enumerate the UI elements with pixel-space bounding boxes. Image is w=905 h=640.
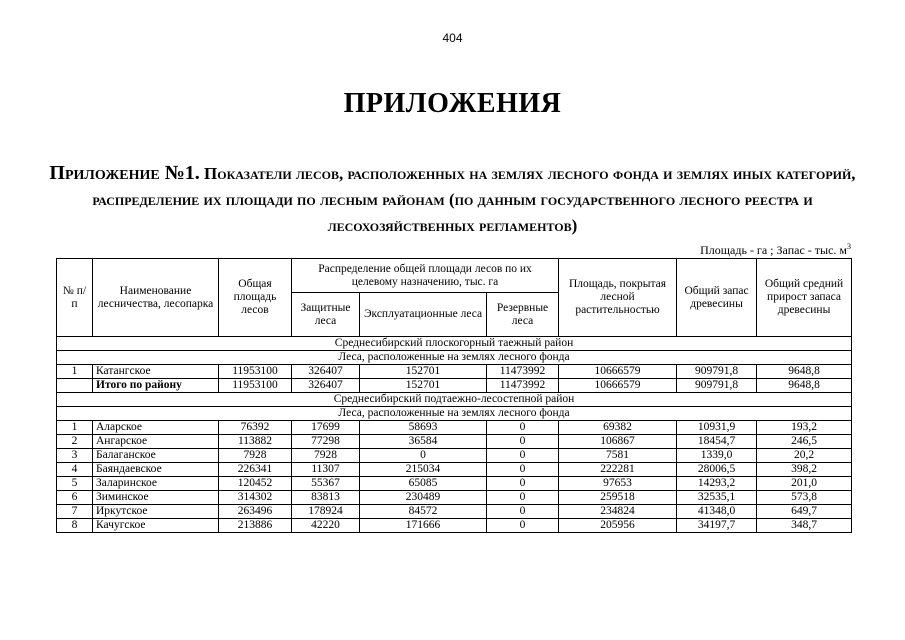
- cell-operational: 36584: [360, 435, 487, 449]
- cell-total-area: 213886: [219, 519, 292, 533]
- header-name: Наименование лесничества, лесопарка: [93, 259, 219, 337]
- region-row: Среднесибирский плоскогорный таежный район: [57, 337, 852, 351]
- units-note-text: Площадь - га ; Запас - тыс. м: [700, 243, 847, 257]
- cell-operational: 152701: [360, 365, 487, 379]
- cell-reserve: 0: [487, 421, 559, 435]
- cell-name: Ангарское: [93, 435, 219, 449]
- cell-name: Зиминское: [93, 491, 219, 505]
- cell-num: 8: [57, 519, 93, 533]
- cell-operational: 84572: [360, 505, 487, 519]
- cell-protective: 326407: [292, 365, 360, 379]
- cell-total-stock: 18454,7: [677, 435, 757, 449]
- cell-protective: 55367: [292, 477, 360, 491]
- header-num: № п/п: [57, 259, 93, 337]
- cell-avg-growth: 20,2: [757, 449, 852, 463]
- cell-protective: 42220: [292, 519, 360, 533]
- appendix-title: [30, 160, 875, 239]
- cell-covered-area: 259518: [559, 491, 677, 505]
- cell-reserve: 11473992: [487, 379, 559, 393]
- cell-num: 6: [57, 491, 93, 505]
- category-row: Леса, расположенные на землях лесного фонда: [57, 351, 852, 365]
- cell-operational: 65085: [360, 477, 487, 491]
- cell-reserve: 0: [487, 449, 559, 463]
- cell-name: Качугское: [93, 519, 219, 533]
- header-distribution: Распределение общей площади лесов по их целевому назначению, тыс. га: [292, 259, 559, 293]
- header-total-area: Общая площадь лесов: [219, 259, 292, 337]
- table-row: [57, 449, 852, 463]
- cell-total-stock: 32535,1: [677, 491, 757, 505]
- cell-protective: 17699: [292, 421, 360, 435]
- cell-avg-growth: 246,5: [757, 435, 852, 449]
- cell-total-area: 113882: [219, 435, 292, 449]
- cell-total-stock: 41348,0: [677, 505, 757, 519]
- cell-reserve: 0: [487, 477, 559, 491]
- cell-covered-area: 97653: [559, 477, 677, 491]
- appendix-title-text: Показатели лесов, расположенных на землях лесного фонда и землях иных категорий, распределение их площади по лесным районам (по данным государственного лесного реестра и лесохозяйственных регламентов): [92, 164, 856, 235]
- main-heading: ПРИЛОЖЕНИЯ: [343, 88, 562, 119]
- cell-avg-growth: 348,7: [757, 519, 852, 533]
- cell-num: 3: [57, 449, 93, 463]
- cell-total-area: 11953100: [219, 379, 292, 393]
- cell-name: Заларинское: [93, 477, 219, 491]
- cell-operational: 171666: [360, 519, 487, 533]
- table-row: [57, 463, 852, 477]
- cell-total-area: 263496: [219, 505, 292, 519]
- table-row: [57, 505, 852, 519]
- cell-name: Баяндаевское: [93, 463, 219, 477]
- cell-num: 7: [57, 505, 93, 519]
- cell-covered-area: 234824: [559, 505, 677, 519]
- cell-name: Катангское: [93, 365, 219, 379]
- cell-num: 4: [57, 463, 93, 477]
- header-protective: Защитные леса: [292, 293, 360, 337]
- cell-reserve: 11473992: [487, 365, 559, 379]
- cell-operational: 230489: [360, 491, 487, 505]
- cell-name: Аларское: [93, 421, 219, 435]
- table-row: [57, 477, 852, 491]
- cell-covered-area: 205956: [559, 519, 677, 533]
- cell-num: 2: [57, 435, 93, 449]
- cell-num: 1: [57, 421, 93, 435]
- cell-protective: 7928: [292, 449, 360, 463]
- cell-covered-area: 222281: [559, 463, 677, 477]
- cell-total-stock: 10931,9: [677, 421, 757, 435]
- cell-reserve: 0: [487, 435, 559, 449]
- cell-name: Итого по району: [93, 379, 219, 393]
- cell-total-stock: 34197,7: [677, 519, 757, 533]
- cell-total-area: 120452: [219, 477, 292, 491]
- cell-num: 5: [57, 477, 93, 491]
- cell-operational: 215034: [360, 463, 487, 477]
- cell-name: Иркутское: [93, 505, 219, 519]
- cell-total-stock: 1339,0: [677, 449, 757, 463]
- cell-avg-growth: 9648,8: [757, 365, 852, 379]
- cell-total-stock: 14293,2: [677, 477, 757, 491]
- cell-avg-growth: 201,0: [757, 477, 852, 491]
- forest-table: [56, 258, 852, 533]
- appendix-title-lead: Приложение №1.: [49, 162, 200, 184]
- header-covered-area: Площадь, покрытая лесной растительностью: [559, 259, 677, 337]
- cell-name: Балаганское: [93, 449, 219, 463]
- section2-rows: [57, 421, 852, 533]
- table-row: [57, 365, 852, 379]
- header-reserve: Резервные леса: [487, 293, 559, 337]
- cell-protective: 178924: [292, 505, 360, 519]
- cell-total-area: 76392: [219, 421, 292, 435]
- units-note: [700, 242, 851, 258]
- cell-covered-area: 106867: [559, 435, 677, 449]
- cell-total-area: 11953100: [219, 365, 292, 379]
- header-avg-growth: Общий средний прирост запаса древесины: [757, 259, 852, 337]
- cell-reserve: 0: [487, 519, 559, 533]
- cell-avg-growth: 9648,8: [757, 379, 852, 393]
- cell-total-stock: 909791,8: [677, 365, 757, 379]
- table-row: [57, 519, 852, 533]
- cell-reserve: 0: [487, 505, 559, 519]
- region-row: Среднесибирский подтаежно-лесостепной район: [57, 393, 852, 407]
- table-row: [57, 491, 852, 505]
- cell-num: 1: [57, 365, 93, 379]
- cell-covered-area: 10666579: [559, 379, 677, 393]
- cell-protective: 326407: [292, 379, 360, 393]
- category-row: Леса, расположенные на землях лесного фонда: [57, 407, 852, 421]
- cell-total-area: 7928: [219, 449, 292, 463]
- cell-num: [57, 379, 93, 393]
- header-total-stock: Общий запас древесины: [677, 259, 757, 337]
- cell-total-stock: 909791,8: [677, 379, 757, 393]
- cell-reserve: 0: [487, 463, 559, 477]
- cell-operational: 58693: [360, 421, 487, 435]
- cell-total-area: 314302: [219, 491, 292, 505]
- table-row: [57, 435, 852, 449]
- cell-covered-area: 69382: [559, 421, 677, 435]
- table-row: [57, 421, 852, 435]
- cell-operational: 152701: [360, 379, 487, 393]
- total-row: [57, 379, 852, 393]
- cell-operational: 0: [360, 449, 487, 463]
- cell-protective: 77298: [292, 435, 360, 449]
- cell-protective: 11307: [292, 463, 360, 477]
- cell-total-stock: 28006,5: [677, 463, 757, 477]
- cell-total-area: 226341: [219, 463, 292, 477]
- cell-avg-growth: 398,2: [757, 463, 852, 477]
- cell-covered-area: 7581: [559, 449, 677, 463]
- cell-covered-area: 10666579: [559, 365, 677, 379]
- cell-avg-growth: 649,7: [757, 505, 852, 519]
- cell-reserve: 0: [487, 491, 559, 505]
- cell-avg-growth: 193,2: [757, 421, 852, 435]
- cell-avg-growth: 573,8: [757, 491, 852, 505]
- cell-protective: 83813: [292, 491, 360, 505]
- header-operational: Эксплуатационные леса: [360, 293, 487, 337]
- units-note-superscript: 3: [847, 242, 851, 251]
- page-number: 404: [442, 31, 463, 45]
